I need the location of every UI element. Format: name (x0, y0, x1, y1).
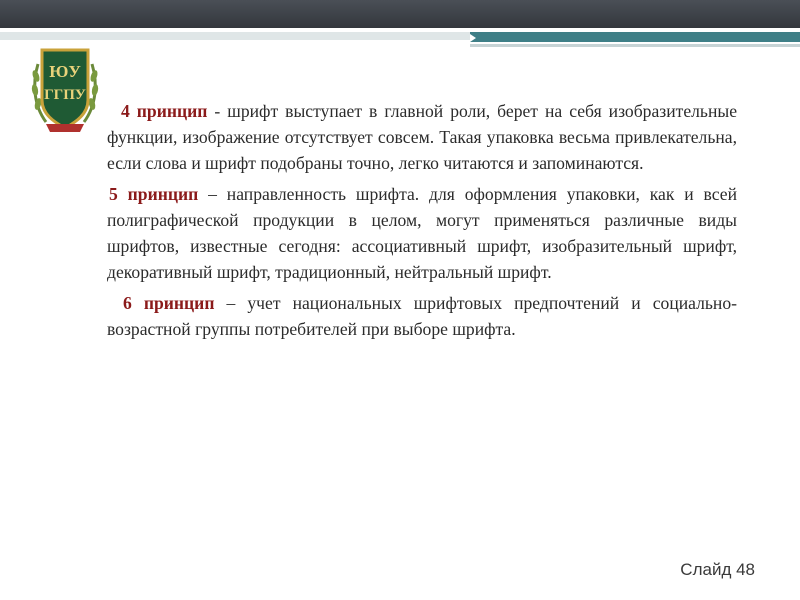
top-bar (0, 0, 800, 28)
university-emblem (30, 44, 100, 136)
header-stripe-thin (470, 44, 800, 47)
principle-label: 4 принцип (121, 101, 208, 121)
header-arrow-icon (470, 34, 476, 42)
principle-text: – учет национальных шрифтовых предпочтений и социально-возрастной группы потребителей при выборе шрифта. (107, 293, 737, 339)
principle-paragraph (107, 181, 737, 285)
principle-text: – направленность шрифта. для оформления упаковки, как и всей полиграфической продукции в целом, могут применяться различные виды шрифтов, известные сегодня: ассоциативный шрифт, изобразительный шрифт, декоративный шрифт, традиционный, нейтральный шрифт. (107, 184, 737, 282)
slide-number: Слайд 48 (680, 560, 755, 579)
emblem-icon (30, 44, 100, 136)
svg-text:ЮУ: ЮУ (49, 62, 81, 81)
slide-body (107, 98, 737, 347)
svg-text:ГГПУ: ГГПУ (44, 87, 86, 103)
header-stripe-light (0, 32, 470, 40)
principle-label: 6 принцип (123, 293, 215, 313)
principle-paragraph (107, 290, 737, 342)
principle-text: - шрифт выступает в главной роли, берет на себя изобразительные функции, изображение отсутствует совсем. Такая упаковка весьма привлекательна, если слова и шрифт подобраны точно, легко читаются и запоминаются. (107, 101, 737, 173)
principle-paragraph (107, 98, 737, 176)
principle-label: 5 принцип (109, 184, 199, 204)
header-stripe-teal (470, 32, 800, 42)
